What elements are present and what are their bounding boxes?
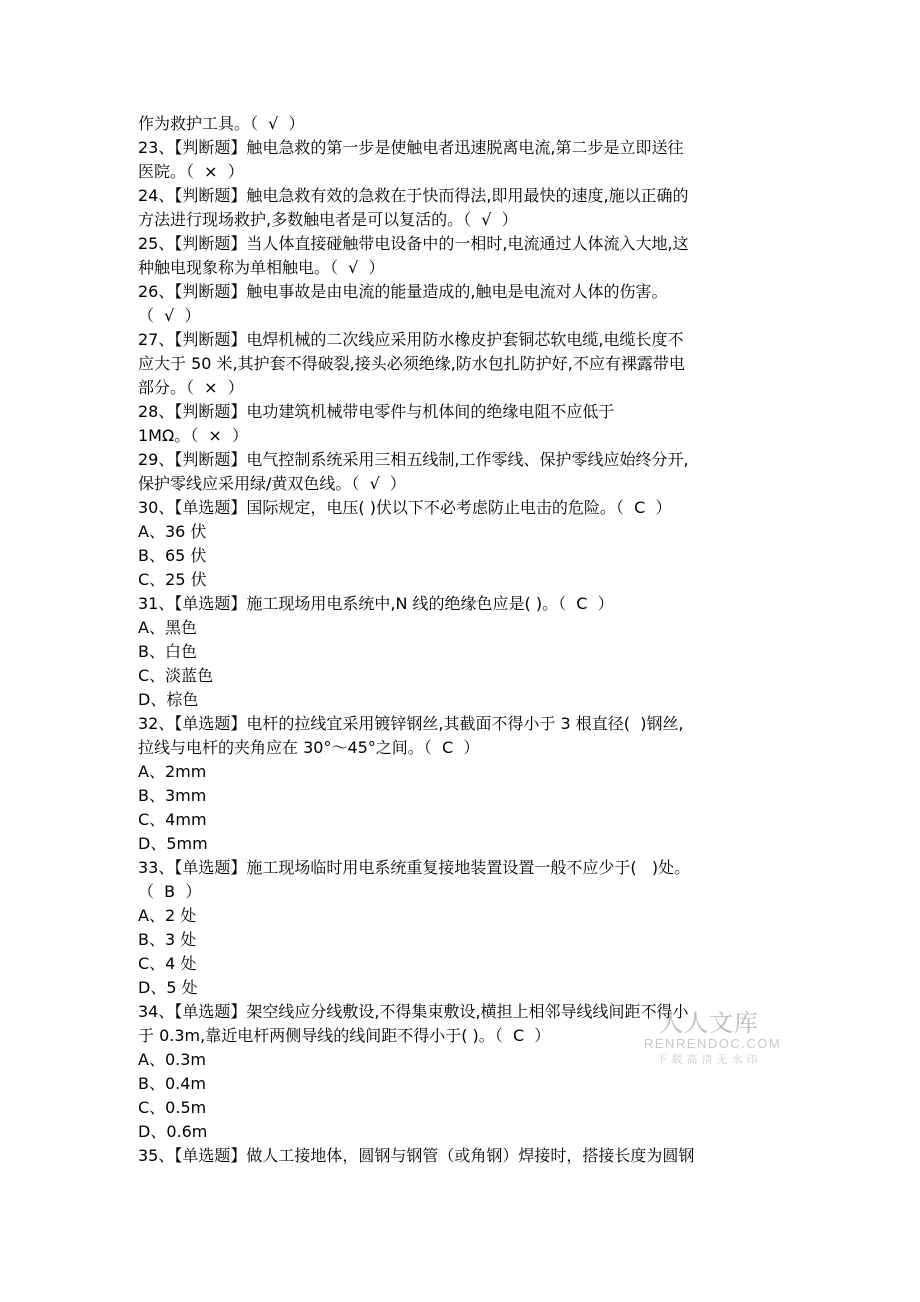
- text-line: 于 0.3m,靠近电杆两侧导线的线间距不得小于( )。（ C ）: [138, 1026, 551, 1045]
- option-line: B、65 伏: [138, 546, 207, 565]
- text-line: 26、【判断题】触电事故是由电流的能量造成的,触电是电流对人体的伤害。: [138, 282, 668, 301]
- option-line: C、0.5m: [138, 1098, 207, 1117]
- option-line: C、4mm: [138, 810, 207, 829]
- option-line: D、5 处: [138, 978, 198, 997]
- text-line: 34、【单选题】架空线应分线敷设,不得集束敷设,横担上相邻导线线间距不得小: [138, 1002, 689, 1021]
- option-line: B、3mm: [138, 786, 207, 805]
- option-line: B、3 处: [138, 930, 197, 949]
- option-line: C、4 处: [138, 954, 197, 973]
- text-line: 31、【单选题】施工现场用电系统中,N 线的绝缘色应是( )。（ C ）: [138, 594, 614, 613]
- text-line: 30、【单选题】国际规定，电压( )伏以下不必考虑防止电击的危险。（ C ）: [138, 498, 672, 517]
- text-line: 27、【判断题】电焊机械的二次线应采用防水橡皮护套铜芯软电缆,电缆长度不: [138, 330, 684, 349]
- option-line: A、36 伏: [138, 522, 207, 541]
- text-line: 医院。（ × ）: [138, 162, 244, 181]
- text-line: 拉线与电杆的夹角应在 30°～45°之间。（ C ）: [138, 738, 480, 757]
- option-line: B、白色: [138, 642, 197, 661]
- text-line: 保护零线应采用绿/黄双色线。（ √ ）: [138, 474, 406, 493]
- watermark-slogan: 下载高清无水印: [656, 1054, 762, 1066]
- text-line: 24、【判断题】触电急救有效的急救在于快而得法,即用最快的速度,施以正确的: [138, 186, 689, 205]
- text-line: 部分。（ × ）: [138, 378, 244, 397]
- text-line: 种触电现象称为单相触电。（ √ ）: [138, 258, 385, 277]
- option-line: C、25 伏: [138, 570, 207, 589]
- watermark-domain: RENRENDOC.COM: [644, 1036, 782, 1051]
- watermark-logo: 人人文库: [659, 1009, 759, 1037]
- option-line: A、黑色: [138, 618, 197, 637]
- option-line: A、2 处: [138, 906, 197, 925]
- option-line: D、0.6m: [138, 1122, 208, 1141]
- text-line: 作为救护工具。（ √ ）: [138, 114, 305, 133]
- text-line: 应大于 50 米,其护套不得破裂,接头必须绝缘,防水包扎防护好,不应有裸露带电: [138, 354, 685, 373]
- option-line: A、2mm: [138, 762, 207, 781]
- option-line: C、淡蓝色: [138, 666, 214, 685]
- text-line: 1MΩ。（ × ）: [138, 426, 248, 445]
- text-line: 35、【单选题】做人工接地体，圆钢与钢管（或角钢）焊接时，搭接长度为圆钢: [138, 1146, 695, 1165]
- option-line: B、0.4m: [138, 1074, 207, 1093]
- text-line: 25、【判断题】当人体直接碰触带电设备中的一相时,电流通过人体流入大地,这: [138, 234, 689, 253]
- text-line: 29、【判断题】电气控制系统采用三相五线制,工作零线、保护零线应始终分开,: [138, 450, 689, 469]
- text-line: （ B ）: [138, 882, 202, 901]
- text-line: 32、【单选题】电杆的拉线宜采用镀锌钢丝,其截面不得小于 3 根直径( )钢丝,: [138, 714, 684, 733]
- text-line: 28、【判断题】电功建筑机械带电零件与机体间的绝缘电阻不应低于: [138, 402, 615, 421]
- option-line: D、棕色: [138, 690, 199, 709]
- option-line: D、5mm: [138, 834, 208, 853]
- option-line: A、0.3m: [138, 1050, 206, 1069]
- text-line: 方法进行现场救护,多数触电者是可以复活的。（ √ ）: [138, 210, 518, 229]
- text-line: （ √ ）: [138, 306, 201, 325]
- text-line: 23、【判断题】触电急救的第一步是使触电者迅速脱离电流,第二步是立即送往: [138, 138, 684, 157]
- text-line: 33、【单选题】施工现场临时用电系统重复接地装置设置一般不应少于( )处。: [138, 858, 691, 877]
